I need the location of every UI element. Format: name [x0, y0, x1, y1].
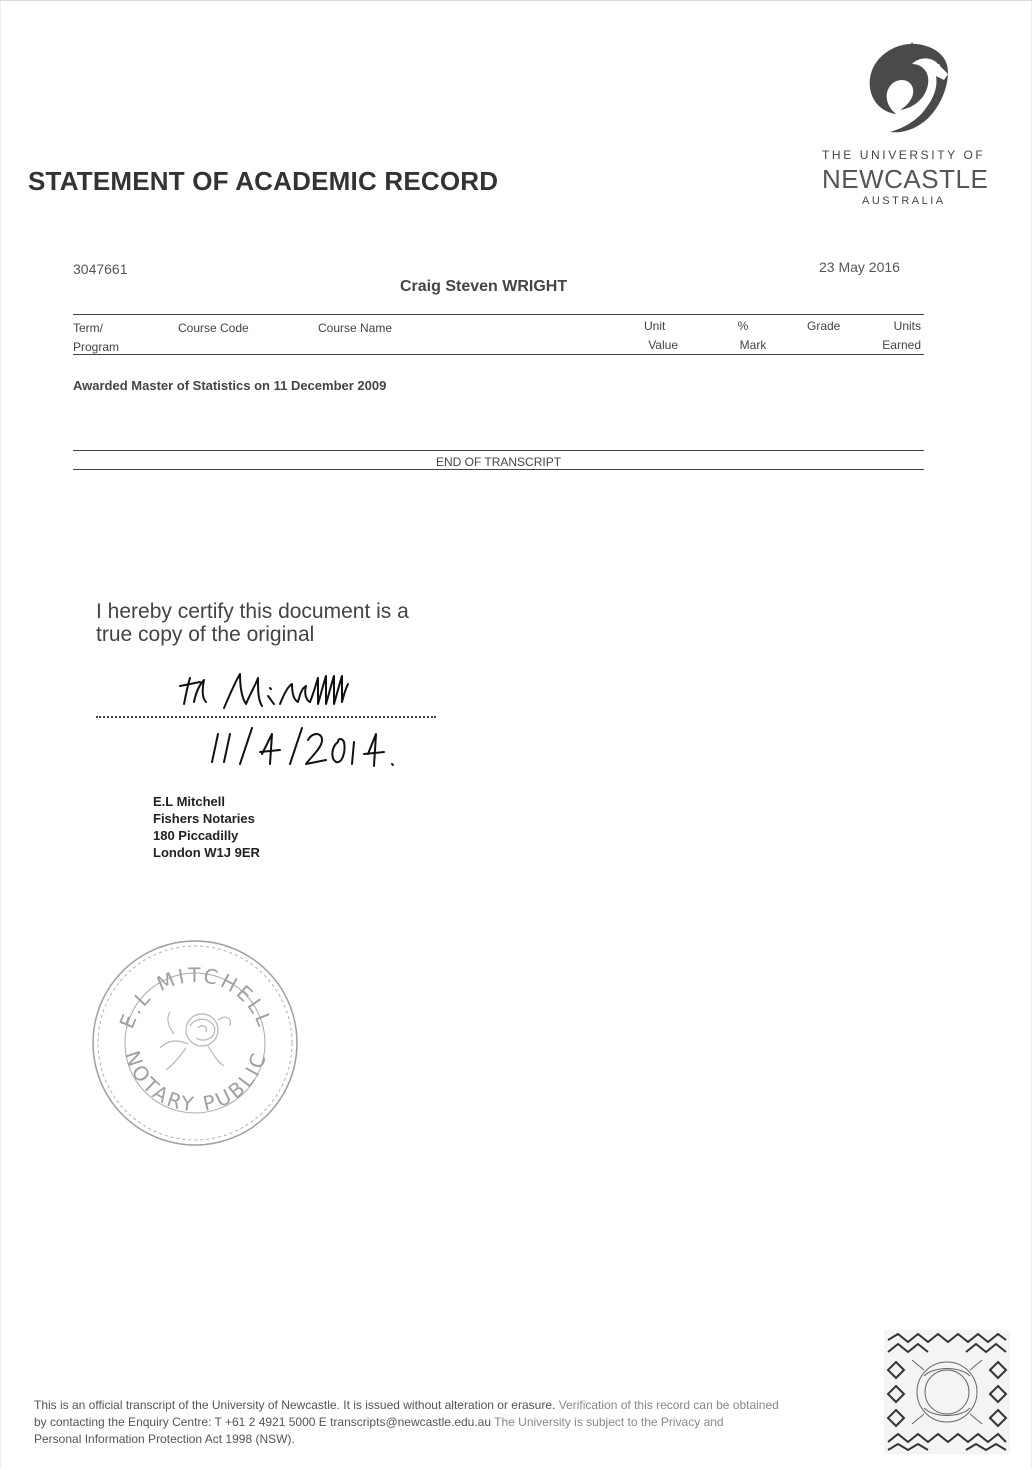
notary-seal	[90, 938, 300, 1148]
header-unit-value	[620, 317, 678, 355]
header-bottom-rule	[73, 354, 924, 355]
footer-line2-b: The University is subject to the Privacy and	[494, 1415, 724, 1429]
certification-statement	[96, 600, 456, 646]
header-top-rule	[73, 314, 924, 315]
header-course-code: Course Code	[178, 321, 249, 335]
footer-line1-b: Verification of this record can be obtained	[558, 1398, 779, 1412]
student-name: Craig Steven WRIGHT	[400, 278, 568, 295]
university-logo	[820, 40, 1000, 215]
signature-block	[96, 664, 436, 774]
end-bottom-rule	[73, 469, 924, 470]
footer-line1-a: This is an official transcript of the University of Newcastle. It is issued without alteration or erasure.	[34, 1398, 556, 1412]
footer-line2-a: by contacting the Enquiry Centre: T +61 2 4921 5000 E transcripts@newcastle.edu.au	[34, 1415, 492, 1429]
university-name-line3: AUSTRALIA	[862, 195, 946, 207]
header-units-line2: Earned	[882, 338, 921, 352]
award-statement: Awarded Master of Statistics on 11 December 2009	[73, 378, 387, 393]
footer-text	[34, 1397, 854, 1448]
header-term	[73, 319, 119, 357]
signature-line	[96, 716, 436, 718]
notary-name: E.L Mitchell	[153, 794, 225, 809]
university-name-line2: NEWCASTLE	[822, 164, 989, 194]
notary-details	[153, 793, 260, 861]
seal-bottom-text: NOTARY PUBLIC	[120, 1047, 272, 1117]
svg-text:E.L MITCHELL	[115, 963, 278, 1032]
notary-street: 180 Piccadilly	[153, 828, 239, 843]
header-unit-line1: Unit	[644, 319, 666, 333]
student-id: 3047661	[73, 261, 128, 277]
header-term-line1: Term/	[73, 321, 103, 335]
certification-line1: I hereby certify this document is a	[96, 600, 409, 623]
handwritten-date	[204, 724, 404, 772]
notary-city: London W1J 9ER	[153, 845, 260, 860]
header-grade: Grade	[807, 319, 841, 333]
end-of-transcript: END OF TRANSCRIPT	[435, 455, 562, 469]
header-pct-line1: %	[737, 319, 749, 333]
document-title: STATEMENT OF ACADEMIC RECORD	[28, 166, 499, 196]
header-pct-line2: Mark	[739, 338, 767, 352]
security-pattern	[884, 1330, 1010, 1454]
seal-top-text: E.L MITCHELL	[114, 962, 278, 1032]
handwritten-signature	[96, 664, 436, 724]
header-units-earned	[860, 317, 921, 355]
end-top-rule	[73, 450, 924, 451]
security-hologram-icon	[884, 1330, 1010, 1454]
header-course-name: Course Name	[318, 321, 393, 335]
footer-line2	[34, 1414, 854, 1431]
notary-firm: Fishers Notaries	[153, 811, 255, 826]
header-percent-mark	[728, 317, 778, 355]
header-term-line2: Program	[73, 340, 120, 354]
footer-line1	[34, 1397, 854, 1414]
svg-text:NOTARY PUBLIC	[120, 1048, 272, 1117]
header-unit-line2: Value	[648, 338, 678, 352]
horse-emblem-icon	[856, 40, 952, 138]
issue-date: 23 May 2016	[819, 259, 900, 275]
rose-seal-icon	[90, 938, 300, 1148]
footer-line3: Personal Information Protection Act 1998 (NSW).	[34, 1432, 295, 1446]
header-units-line1: Units	[893, 319, 921, 333]
university-name-line1: THE UNIVERSITY OF	[822, 148, 986, 162]
certification-line2: true copy of the original	[96, 623, 315, 646]
